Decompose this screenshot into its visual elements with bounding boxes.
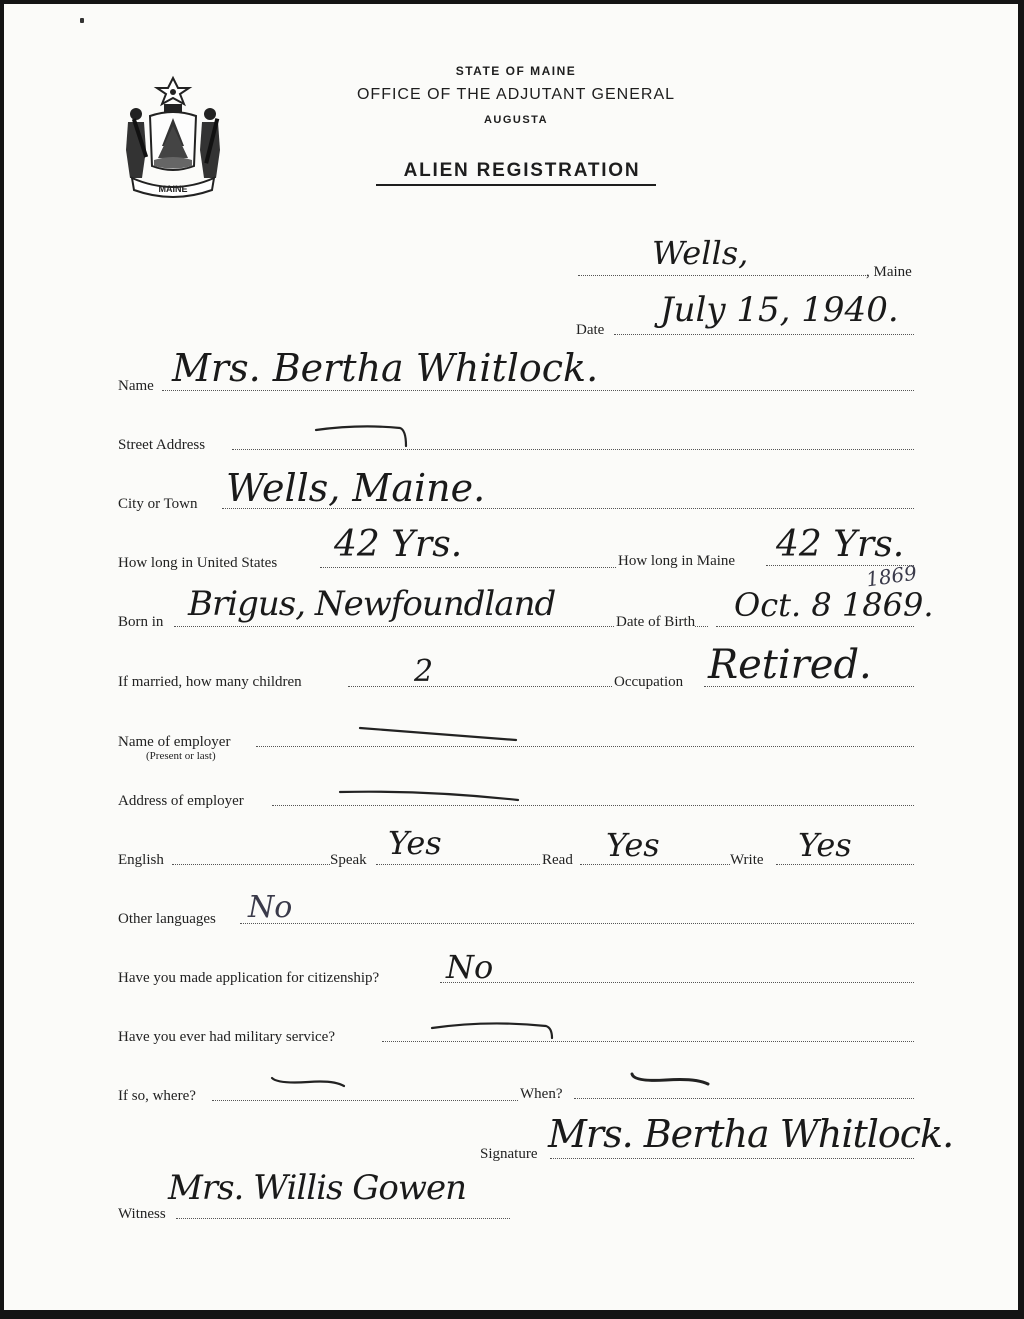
maine-label: , Maine xyxy=(866,264,912,280)
read-line xyxy=(580,864,730,865)
if-so-where-label: If so, where? xyxy=(118,1088,196,1104)
write-entry: Yes xyxy=(798,826,852,864)
write-line xyxy=(776,864,914,865)
when-line xyxy=(574,1098,914,1099)
employer-address-line xyxy=(272,805,914,806)
write-label: Write xyxy=(730,852,764,868)
english-label: English xyxy=(118,852,164,868)
employer-name-label: Name of employer xyxy=(118,734,231,750)
title-underline xyxy=(376,184,656,186)
seal-banner-text: MAINE xyxy=(158,184,188,194)
street-address-label: Street Address xyxy=(118,437,206,453)
military-label: Have you ever had military service? xyxy=(118,1029,335,1045)
how-long-maine-label: How long in Maine xyxy=(618,553,736,569)
name-label: Name xyxy=(118,378,154,394)
employer-address-dash-mark xyxy=(336,786,522,804)
employer-address-label: Address of employer xyxy=(118,793,244,809)
other-languages-line xyxy=(240,923,914,924)
witness-entry: Mrs. Willis Gowen xyxy=(168,1168,466,1208)
date-entry: July 15, 1940. xyxy=(660,290,899,330)
employer-name-line xyxy=(256,746,914,747)
witness-line xyxy=(176,1218,510,1219)
header-city: AUGUSTA xyxy=(483,114,549,126)
other-languages-entry: No xyxy=(248,890,293,925)
header-office: OFFICE OF THE ADJUTANT GENERAL xyxy=(356,86,676,103)
if-so-where-dash-mark xyxy=(268,1074,348,1092)
born-in-entry: Brigus, Newfoundland xyxy=(188,584,556,624)
street-address-dash-mark xyxy=(312,424,412,452)
date-of-birth-label: Date of Birth xyxy=(616,614,696,630)
name-line xyxy=(162,390,914,391)
children-entry: 2 xyxy=(414,654,434,689)
how-long-us-line xyxy=(320,567,616,568)
if-so-where-line xyxy=(212,1100,518,1101)
witness-label: Witness xyxy=(118,1206,166,1222)
citizenship-entry: No xyxy=(446,948,494,986)
born-in-label: Born in xyxy=(118,614,164,630)
employer-name-dash-mark xyxy=(356,722,520,744)
speak-entry: Yes xyxy=(388,824,442,862)
date-of-birth-entry: Oct. 8 1869. xyxy=(734,586,934,624)
city-town-label: City or Town xyxy=(118,496,198,512)
citizenship-line xyxy=(440,982,914,983)
read-entry: Yes xyxy=(606,826,660,864)
speak-label: Speak xyxy=(330,852,367,868)
name-entry: Mrs. Bertha Whitlock. xyxy=(172,346,599,390)
military-dash-mark xyxy=(428,1018,558,1044)
form-title: ALIEN REGISTRATION xyxy=(403,160,641,181)
occupation-entry: Retired. xyxy=(708,642,872,688)
date-label: Date xyxy=(576,322,605,338)
other-languages-label: Other languages xyxy=(118,911,216,927)
when-label: When? xyxy=(520,1086,563,1102)
date-of-birth-line xyxy=(716,626,914,627)
when-dash-mark xyxy=(626,1070,712,1090)
scan-speck xyxy=(80,18,84,23)
city-town-entry: Wells, Maine. xyxy=(226,466,486,510)
read-label: Read xyxy=(542,852,573,868)
header-state: STATE OF MAINE xyxy=(455,64,577,78)
date-line xyxy=(614,334,914,335)
english-line xyxy=(172,864,330,865)
how-long-us-entry: 42 Yrs. xyxy=(334,524,463,565)
how-long-maine-entry: 42 Yrs. xyxy=(776,524,905,565)
signature-label: Signature xyxy=(480,1146,538,1162)
signature-line xyxy=(550,1158,914,1159)
town-entry: Wells, xyxy=(652,234,749,272)
how-long-us-label: How long in United States xyxy=(118,555,278,571)
speak-line xyxy=(376,864,540,865)
town-line xyxy=(578,275,866,276)
birth-year-note: 1869 xyxy=(864,560,919,592)
occupation-label: Occupation xyxy=(614,674,684,690)
employer-name-note: (Present or last) xyxy=(146,750,216,762)
signature-entry: Mrs. Bertha Whitlock. xyxy=(548,1112,954,1156)
children-label: If married, how many children xyxy=(118,674,302,690)
citizenship-label: Have you made application for citizenship? xyxy=(118,970,380,986)
children-line xyxy=(348,686,612,687)
